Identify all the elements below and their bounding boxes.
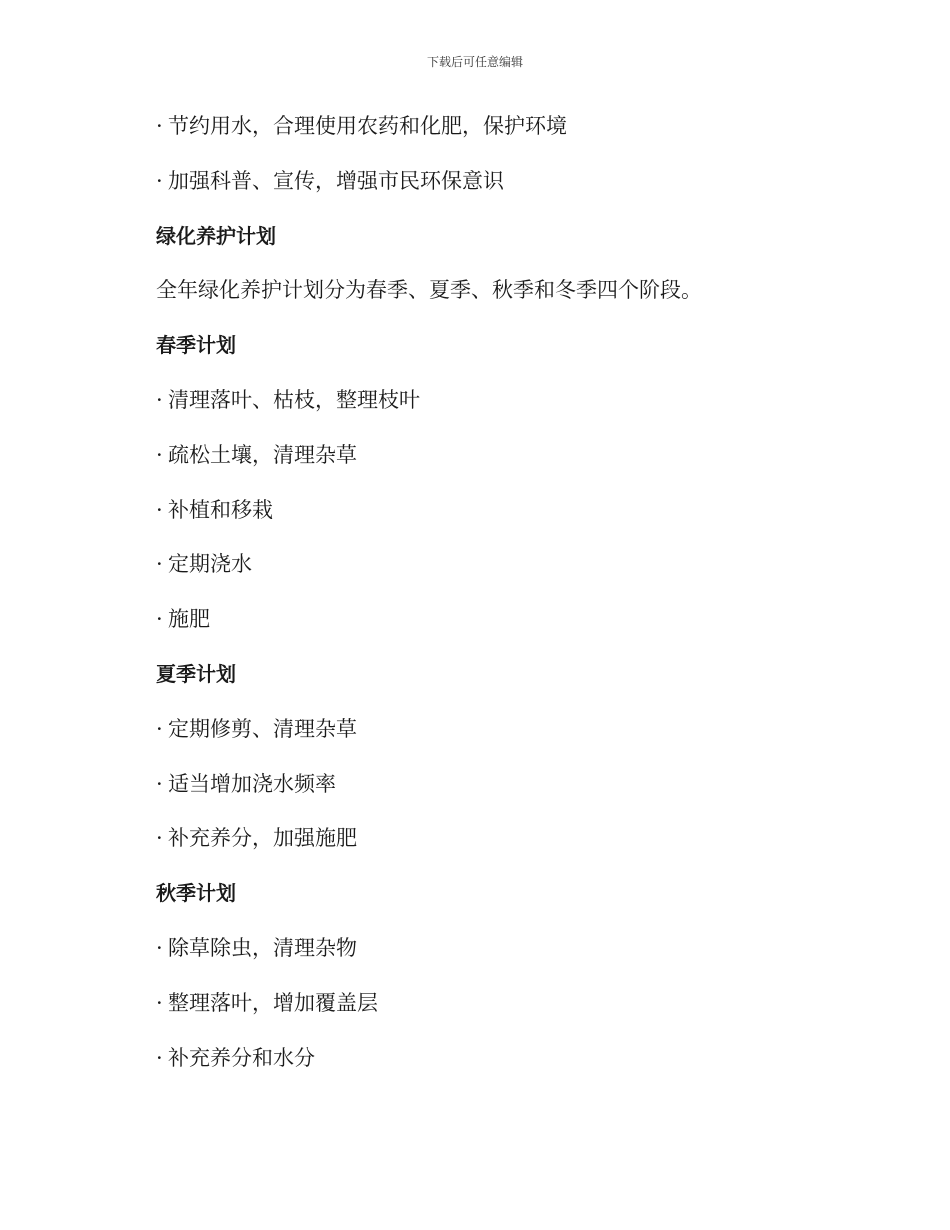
section-heading: 春季计划 xyxy=(156,333,236,358)
section-heading: 秋季计划 xyxy=(156,881,236,906)
bullet-item xyxy=(156,711,856,766)
bullet-mark: · xyxy=(156,114,163,138)
bullet-mark: · xyxy=(156,497,163,522)
bullet-item xyxy=(156,766,856,821)
bullet-text: 施肥 xyxy=(168,607,210,632)
bullet-text: 除草除虫，清理杂物 xyxy=(168,935,357,960)
bullet-mark: · xyxy=(156,771,163,796)
bullet-text: 加强科普、宣传，增强市民环保意识 xyxy=(168,168,504,193)
bullet-mark: · xyxy=(156,607,163,632)
bullet-item xyxy=(156,930,856,985)
bullet-mark: · xyxy=(156,826,163,851)
bullet-text: 定期浇水 xyxy=(168,552,252,577)
bullet-text: 适当增加浇水频率 xyxy=(168,771,336,796)
bullet-mark: · xyxy=(156,552,163,577)
bullet-text: 节约用水，合理使用农药和化肥，保护环境 xyxy=(168,114,567,138)
bullet-mark: · xyxy=(156,935,163,960)
bullet-mark: · xyxy=(156,716,163,741)
bullet-text: 清理落叶、枯枝，整理枝叶 xyxy=(168,387,420,412)
bullet-item xyxy=(156,492,856,547)
document-body xyxy=(156,108,856,1094)
section-heading: 夏季计划 xyxy=(156,661,236,686)
bullet-text: 整理落叶，增加覆盖层 xyxy=(168,990,378,1015)
bullet-mark: · xyxy=(156,442,163,467)
bullet-mark: · xyxy=(156,990,163,1015)
bullet-item xyxy=(156,437,856,492)
bullet-text: 定期修剪、清理杂草 xyxy=(168,716,357,741)
bullet-item xyxy=(156,820,856,875)
bullet-item xyxy=(156,163,856,218)
bullet-mark: · xyxy=(156,1045,163,1070)
bullet-item xyxy=(156,546,856,601)
bullet-mark: · xyxy=(156,168,163,193)
bullet-item xyxy=(156,985,856,1040)
paragraph: 全年绿化养护计划分为春季、夏季、秋季和冬季四个阶段。 xyxy=(156,278,702,303)
bullet-item xyxy=(156,601,856,656)
bullet-item xyxy=(156,108,856,163)
bullet-text: 补植和移栽 xyxy=(168,497,273,522)
section-heading: 绿化养护计划 xyxy=(156,223,276,248)
page-header: 下载后可任意编辑 xyxy=(426,55,523,69)
bullet-text: 疏松土壤，清理杂草 xyxy=(168,442,357,467)
bullet-mark: · xyxy=(156,387,163,412)
bullet-text: 补充养分和水分 xyxy=(168,1045,315,1070)
bullet-item xyxy=(156,1040,856,1095)
bullet-text: 补充养分，加强施肥 xyxy=(168,826,357,851)
bullet-item xyxy=(156,382,856,437)
